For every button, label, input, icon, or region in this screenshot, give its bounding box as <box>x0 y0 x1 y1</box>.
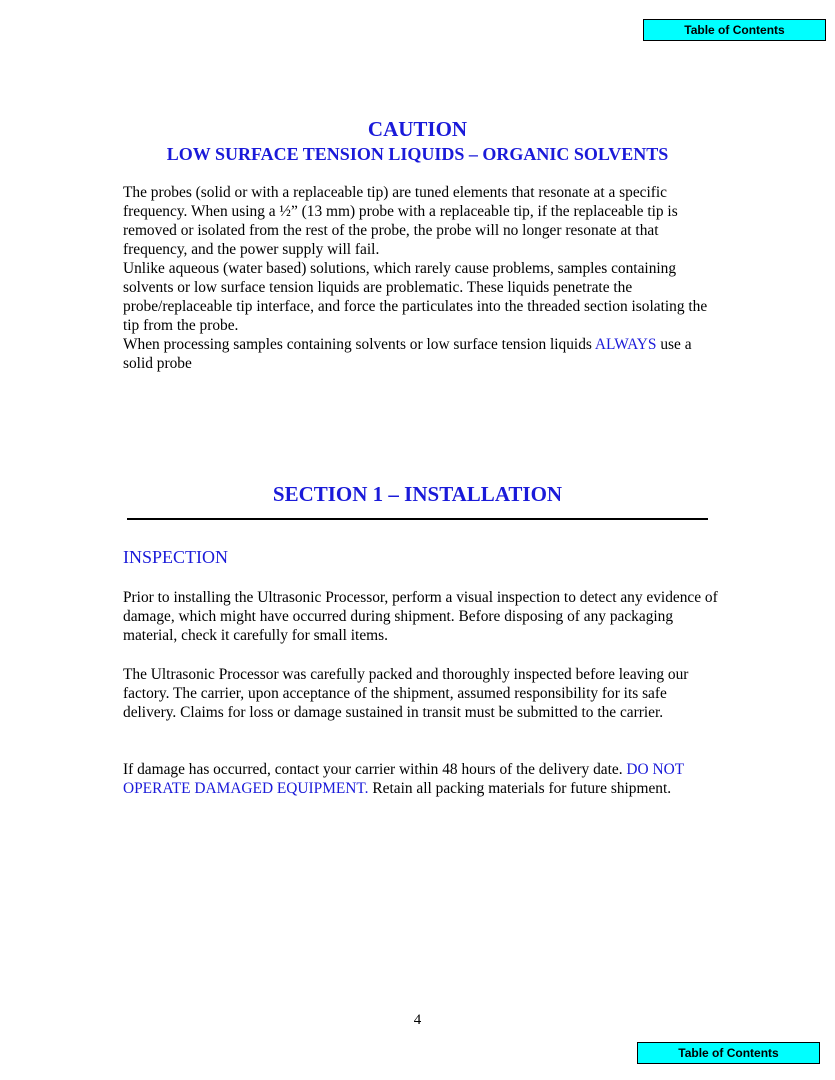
inspection-paragraph-3-text: If damage has occurred, contact your carrier within 48 hours of the delivery date. <box>123 761 627 778</box>
caution-paragraph-3-text: When processing samples containing solvents or low surface tension liquids <box>123 336 595 353</box>
section-divider <box>127 518 708 520</box>
inspection-paragraph-2: The Ultrasonic Processor was carefully packed and thoroughly inspected before leaving our factory. The carrier, upon acceptance of the shipment, assumed responsibility for its safe delivery. Claims for loss or damage sustained in transit must be submitted to the carrier. <box>123 666 689 721</box>
always-emphasis: ALWAYS <box>594 336 657 353</box>
inspection-paragraph-3 <box>123 760 723 798</box>
inspection-paragraph-3-tail: Retain all packing materials for future shipment. <box>368 780 672 797</box>
caution-title: CAUTION <box>367 117 468 141</box>
caution-paragraph-2: Unlike aqueous (water based) solutions, which rarely cause problems, samples containing solvents or low surface tension liquids are problematic. These liquids penetrate the probe/replaceable tip interface, and force the particulates into the threaded section isolating the tip from the probe. <box>123 260 708 334</box>
section-title: SECTION 1 – INSTALLATION <box>272 482 563 506</box>
caution-subtitle: LOW SURFACE TENSION LIQUIDS – ORGANIC SOLVENTS <box>166 144 669 164</box>
table-of-contents-button-top[interactable]: Table of Contents <box>643 19 826 41</box>
do-not-operate-warning: DO NOT OPERATE DAMAGED EQUIPMENT. <box>123 761 684 797</box>
caution-paragraph-3 <box>123 335 723 373</box>
caution-paragraph-3-tail: use a solid probe <box>123 336 692 372</box>
caution-paragraph-1: The probes (solid or with a replaceable tip) are tuned elements that resonate at a specific frequency. When using a ½” (13 mm) probe with a replaceable tip, if the replaceable tip is removed or isolated from the rest of the probe, the probe will no longer resonate at that frequency, and the power supply will fail. <box>123 184 678 258</box>
table-of-contents-button-bottom[interactable]: Table of Contents <box>637 1042 820 1064</box>
caution-body <box>123 183 723 373</box>
inspection-paragraph-1: Prior to installing the Ultrasonic Processor, perform a visual inspection to detect any evidence of damage, which might have occurred during shipment. Before disposing of any packaging material, check it carefully for small items. <box>123 589 718 644</box>
inspection-heading: INSPECTION <box>123 547 229 567</box>
page-number: 4 <box>413 1012 422 1028</box>
